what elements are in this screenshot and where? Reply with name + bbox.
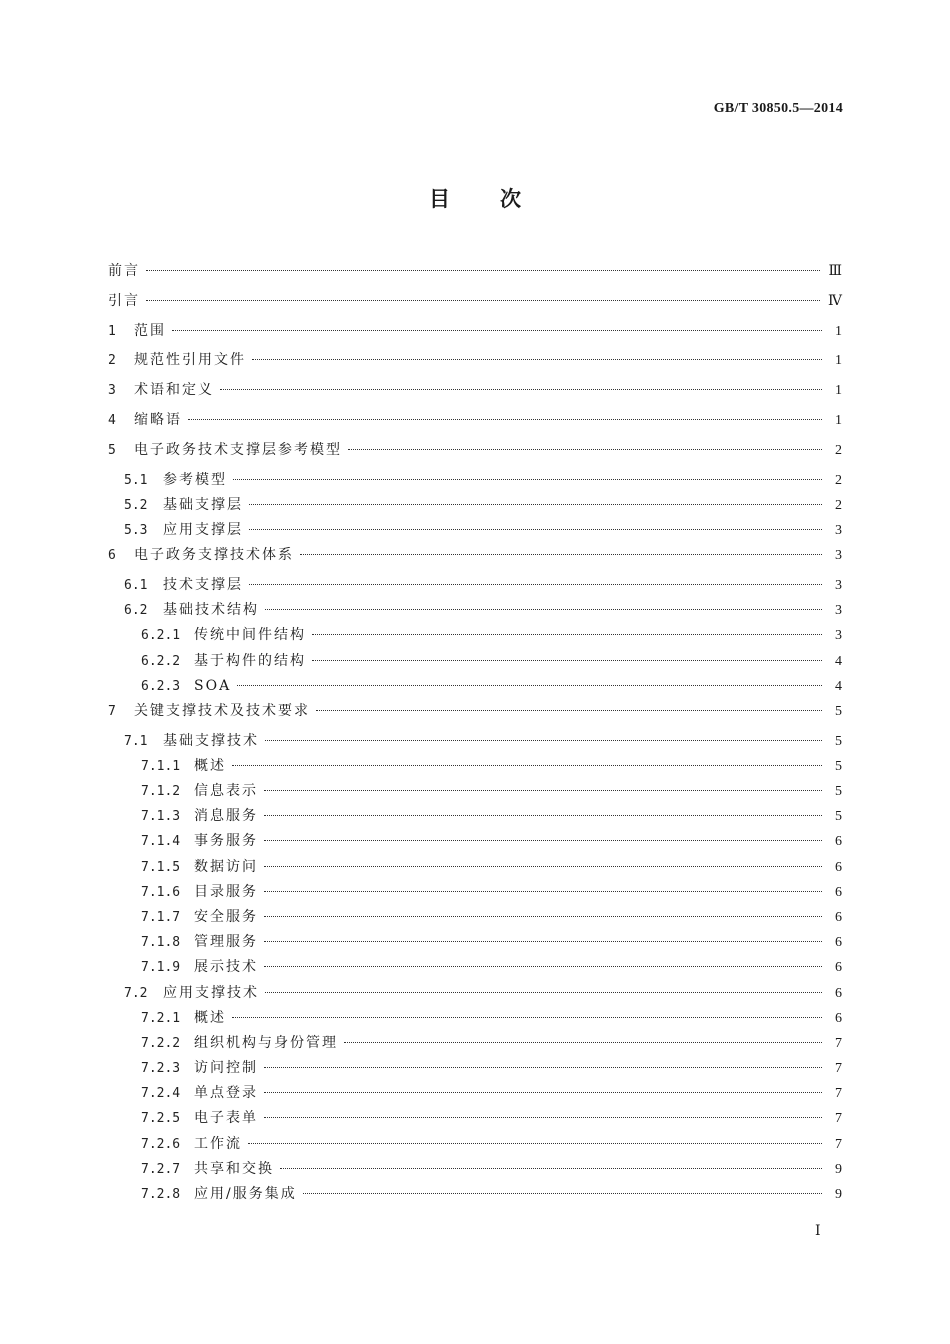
toc-entry[interactable] — [108, 1109, 842, 1134]
dot-leader — [264, 815, 822, 816]
toc-entry-page: 9 — [835, 1161, 842, 1177]
dot-leader — [264, 966, 822, 967]
toc-entry-label: 管理服务 — [194, 934, 258, 951]
toc-entry-label: 共享和交换 — [194, 1160, 274, 1177]
toc-entry-number: 7.2.7 — [141, 1161, 181, 1177]
toc-entry-label: 基础支撑技术 — [163, 732, 259, 749]
dot-leader — [172, 330, 822, 331]
toc-entry-page: Ⅳ — [828, 293, 842, 309]
toc-entry[interactable] — [108, 1084, 842, 1109]
toc-entry-page: 1 — [835, 412, 842, 428]
toc-entry-page: 6 — [835, 834, 842, 850]
toc-entry[interactable] — [108, 601, 842, 626]
dot-leader — [316, 710, 822, 711]
toc-entry-label: 缩略语 — [134, 411, 182, 428]
toc-entry-page: 3 — [835, 628, 842, 644]
toc-entry[interactable] — [108, 411, 842, 441]
toc-entry-number: 5.3 — [124, 522, 148, 538]
dot-leader — [264, 790, 822, 791]
toc-entry[interactable] — [108, 958, 842, 983]
toc-entry-number: 7.1.7 — [141, 909, 181, 925]
toc-entry-page: 6 — [835, 985, 842, 1001]
toc-entry-label: 前言 — [108, 263, 140, 279]
toc-entry[interactable] — [108, 351, 842, 381]
toc-entry-label: 概述 — [194, 757, 226, 774]
toc-entry-page: 1 — [835, 323, 842, 339]
dot-leader — [146, 300, 820, 301]
toc-entry-label: 引言 — [108, 292, 140, 309]
toc-entry-number: 6 — [108, 548, 116, 564]
toc-entry-label: 应用支撑技术 — [163, 984, 259, 1001]
toc-entry-label: 范围 — [134, 322, 166, 339]
toc-entry[interactable] — [108, 1185, 842, 1210]
toc-entry-number: 7.2.2 — [141, 1035, 181, 1051]
toc-entry-label: 术语和定义 — [134, 382, 214, 399]
dot-leader — [264, 866, 822, 867]
toc-entry-number: 5.1 — [124, 472, 148, 488]
toc-entry-label: 参考模型 — [163, 471, 227, 488]
page-number: Ⅰ — [815, 1224, 821, 1239]
toc-entry-label: 基于构件的结构 — [194, 652, 306, 669]
toc-entry[interactable] — [108, 677, 842, 702]
toc-entry[interactable] — [108, 471, 842, 496]
toc-entry-number: 7.1.9 — [141, 960, 181, 976]
dot-leader — [264, 840, 822, 841]
toc-entry[interactable] — [108, 807, 842, 832]
toc-entry-label: 电子政务支撑技术体系 — [134, 547, 294, 564]
toc-entry-label: 数据访问 — [194, 858, 258, 875]
toc-entry-page: 6 — [835, 884, 842, 900]
toc-entry-label: 信息表示 — [194, 783, 258, 800]
dot-leader — [264, 1117, 822, 1118]
dot-leader — [303, 1193, 822, 1194]
toc-entry-label: 基础技术结构 — [163, 602, 259, 619]
toc-entry[interactable] — [108, 1009, 842, 1034]
dot-leader — [300, 554, 822, 555]
toc-entry-page: 5 — [835, 809, 842, 825]
toc-entry-page: 7 — [835, 1035, 842, 1051]
dot-leader — [232, 1017, 822, 1018]
dot-leader — [220, 389, 822, 390]
table-of-contents — [108, 262, 842, 1210]
toc-entry-number: 6.2 — [124, 603, 148, 619]
toc-entry-number: 7.1.8 — [141, 935, 181, 951]
toc-entry-page: 3 — [835, 603, 842, 619]
toc-entry-page: 2 — [835, 442, 842, 458]
toc-entry-page: 7 — [835, 1061, 842, 1077]
toc-entry-page: 6 — [835, 1010, 842, 1026]
dot-leader — [249, 584, 822, 585]
toc-entry-number: 7.1 — [124, 733, 148, 749]
toc-entry-label: SOA — [194, 677, 232, 694]
toc-entry-label: 应用/服务集成 — [194, 1186, 297, 1203]
toc-entry-label: 基础支撑层 — [163, 496, 243, 513]
toc-entry-number: 7.1.4 — [141, 834, 181, 850]
toc-entry-page: 5 — [835, 784, 842, 800]
toc-entry-page: 2 — [835, 497, 842, 513]
dot-leader — [264, 916, 822, 917]
toc-entry-number: 5.2 — [124, 497, 148, 513]
toc-entry[interactable] — [108, 322, 842, 352]
toc-entry-label: 访问控制 — [194, 1060, 258, 1077]
toc-entry-page: 1 — [835, 383, 842, 399]
toc-entry-label: 消息服务 — [194, 808, 258, 825]
dot-leader — [237, 685, 822, 686]
dot-leader — [249, 504, 822, 505]
toc-entry-label: 组织机构与身份管理 — [194, 1034, 338, 1051]
toc-entry[interactable] — [108, 496, 842, 521]
toc-entry[interactable] — [108, 933, 842, 958]
dot-leader — [264, 1092, 822, 1093]
toc-entry[interactable] — [108, 292, 842, 322]
toc-entry-number: 7.1.3 — [141, 809, 181, 825]
toc-entry-number: 4 — [108, 412, 116, 428]
toc-entry-label: 事务服务 — [194, 833, 258, 850]
toc-entry-number: 7.1.6 — [141, 884, 181, 900]
toc-entry[interactable] — [108, 757, 842, 782]
dot-leader — [312, 634, 822, 635]
toc-entry-label: 电子政务技术支撑层参考模型 — [134, 441, 342, 458]
toc-entry[interactable] — [108, 1160, 842, 1185]
toc-entry-label: 展示技术 — [194, 959, 258, 976]
dot-leader — [146, 270, 820, 271]
toc-entry-label: 传统中间件结构 — [194, 627, 306, 644]
dot-leader — [344, 1042, 822, 1043]
toc-entry-number: 7.2.4 — [141, 1086, 181, 1102]
toc-entry[interactable] — [108, 441, 842, 471]
toc-entry[interactable] — [108, 262, 842, 292]
toc-entry-label: 应用支撑层 — [163, 521, 243, 538]
standard-code: GB/T 30850.5—2014 — [713, 101, 843, 116]
toc-entry-page: 7 — [835, 1086, 842, 1102]
toc-entry-number: 7 — [108, 703, 116, 719]
toc-entry-page: 5 — [835, 733, 842, 749]
toc-entry-number: 6.2.1 — [141, 628, 181, 644]
toc-entry-page: 3 — [835, 577, 842, 593]
toc-entry-page: 9 — [835, 1187, 842, 1203]
toc-entry-page: 1 — [835, 353, 842, 369]
dot-leader — [264, 941, 822, 942]
toc-entry-label: 目录服务 — [194, 883, 258, 900]
toc-entry-page: 5 — [835, 758, 842, 774]
toc-entry-number: 2 — [108, 353, 116, 369]
toc-entry-number: 7.2.8 — [141, 1187, 181, 1203]
toc-entry[interactable] — [108, 576, 842, 601]
toc-entry[interactable] — [108, 832, 842, 857]
toc-entry[interactable] — [108, 1135, 842, 1160]
toc-entry-page: 7 — [835, 1136, 842, 1152]
toc-entry-page: Ⅲ — [828, 264, 842, 279]
toc-entry-label: 概述 — [194, 1009, 226, 1026]
toc-entry-page: 4 — [835, 678, 842, 694]
toc-entry[interactable] — [108, 732, 842, 757]
dot-leader — [252, 359, 822, 360]
toc-entry-page: 3 — [835, 522, 842, 538]
dot-leader — [348, 449, 822, 450]
toc-entry-number: 6.1 — [124, 577, 148, 593]
toc-entry-label: 安全服务 — [194, 908, 258, 925]
toc-entry[interactable] — [108, 702, 842, 732]
dot-leader — [233, 479, 822, 480]
toc-entry[interactable] — [108, 984, 842, 1009]
toc-entry-page: 3 — [835, 548, 842, 564]
toc-entry-label: 电子表单 — [194, 1110, 258, 1127]
toc-entry[interactable] — [108, 1059, 842, 1084]
dot-leader — [264, 1067, 822, 1068]
toc-entry-number: 7.2.5 — [141, 1111, 181, 1127]
toc-entry[interactable] — [108, 626, 842, 651]
dot-leader — [188, 419, 822, 420]
toc-entry-number: 5 — [108, 442, 116, 458]
dot-leader — [265, 740, 822, 741]
toc-entry-label: 技术支撑层 — [163, 576, 243, 593]
toc-entry-number: 7.1.5 — [141, 859, 181, 875]
toc-entry-number: 7.2.6 — [141, 1136, 181, 1152]
toc-entry[interactable] — [108, 1034, 842, 1059]
toc-entry[interactable] — [108, 908, 842, 933]
dot-leader — [280, 1168, 822, 1169]
toc-entry[interactable] — [108, 652, 842, 677]
toc-entry-page: 6 — [835, 935, 842, 951]
toc-entry-number: 7.1.2 — [141, 784, 181, 800]
toc-entry-page: 6 — [835, 909, 842, 925]
toc-entry[interactable] — [108, 381, 842, 411]
toc-entry-page: 5 — [835, 703, 842, 719]
toc-entry[interactable] — [108, 521, 842, 546]
toc-entry-number: 1 — [108, 323, 116, 339]
toc-entry-number: 6.2.3 — [141, 678, 181, 694]
dot-leader — [312, 660, 822, 661]
dot-leader — [265, 992, 822, 993]
toc-entry[interactable] — [108, 858, 842, 883]
toc-entry[interactable] — [108, 782, 842, 807]
toc-entry-number: 6.2.2 — [141, 653, 181, 669]
dot-leader — [264, 891, 822, 892]
dot-leader — [249, 529, 822, 530]
toc-entry-label: 工作流 — [194, 1135, 242, 1152]
page-title: 目次 — [429, 187, 571, 211]
toc-entry-page: 2 — [835, 472, 842, 488]
toc-entry[interactable] — [108, 546, 842, 576]
toc-entry-page: 6 — [835, 960, 842, 976]
dot-leader — [232, 765, 822, 766]
toc-entry-page: 4 — [835, 653, 842, 669]
toc-entry-label: 规范性引用文件 — [134, 352, 246, 369]
toc-entry-number: 3 — [108, 383, 116, 399]
toc-entry-number: 7.2.3 — [141, 1061, 181, 1077]
toc-entry-label: 单点登录 — [194, 1085, 258, 1102]
toc-entry-label: 关键支撑技术及技术要求 — [134, 702, 310, 719]
toc-entry-page: 6 — [835, 859, 842, 875]
dot-leader — [248, 1143, 822, 1144]
toc-entry-number: 7.2 — [124, 985, 148, 1001]
dot-leader — [265, 609, 822, 610]
toc-entry[interactable] — [108, 883, 842, 908]
toc-entry-number: 7.1.1 — [141, 758, 181, 774]
toc-entry-number: 7.2.1 — [141, 1010, 181, 1026]
toc-entry-page: 7 — [835, 1111, 842, 1127]
